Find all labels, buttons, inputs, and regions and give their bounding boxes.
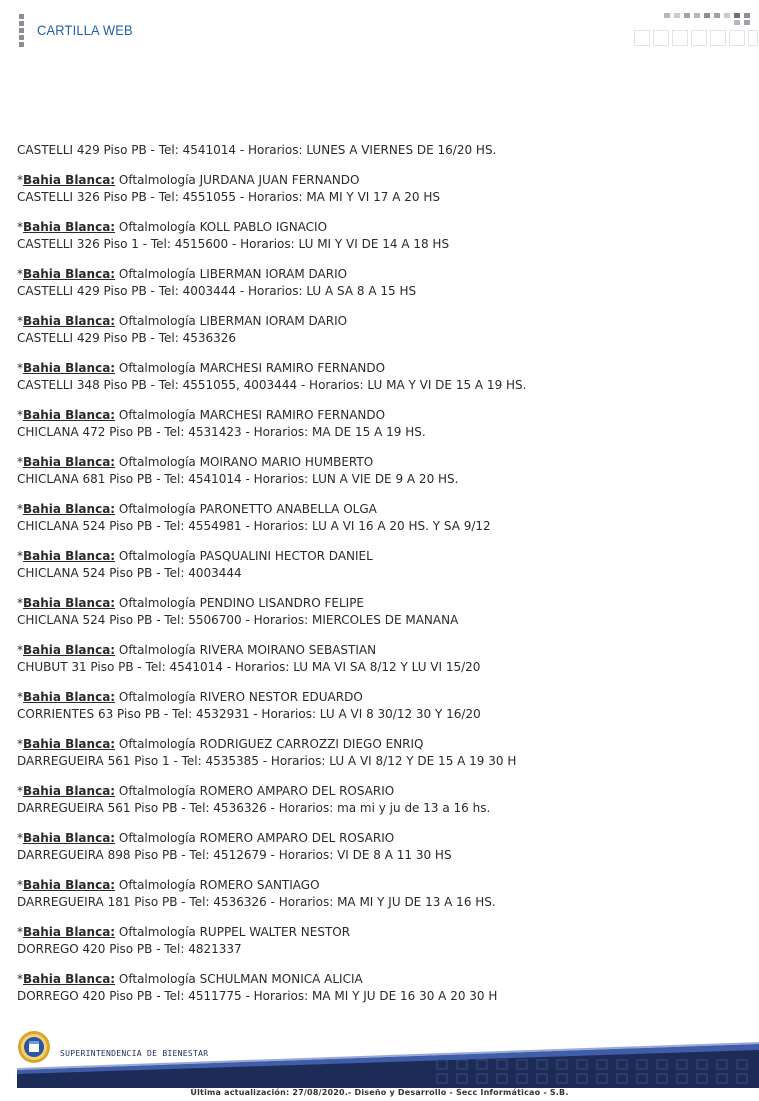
city-label: Bahia Blanca: bbox=[23, 220, 116, 234]
entry-prefix: * bbox=[17, 455, 23, 469]
entry-prefix: * bbox=[17, 220, 23, 234]
entry-prefix: * bbox=[17, 549, 23, 563]
entry-prefix: * bbox=[17, 690, 23, 704]
provider-name-line bbox=[17, 501, 737, 518]
entry-prefix: * bbox=[17, 643, 23, 657]
provider-name-line bbox=[17, 313, 737, 330]
header-squares-decoration bbox=[634, 10, 759, 50]
provider-entry bbox=[17, 783, 737, 817]
city-label: Bahia Blanca: bbox=[23, 784, 116, 798]
provider-entry bbox=[17, 219, 737, 253]
provider-entry bbox=[17, 454, 737, 488]
specialty-and-doctor: Oftalmología ROMERO SANTIAGO bbox=[115, 878, 320, 892]
entry-prefix: * bbox=[17, 737, 23, 751]
provider-entry bbox=[17, 172, 737, 206]
address-line: CASTELLI 326 Piso PB - Tel: 4551055 - Horarios: MA MI Y VI 17 A 20 HS bbox=[17, 190, 440, 204]
city-label: Bahia Blanca: bbox=[23, 925, 116, 939]
provider-entry bbox=[17, 830, 737, 864]
entry-prefix: * bbox=[17, 502, 23, 516]
city-label: Bahia Blanca: bbox=[23, 690, 116, 704]
address-line: DARREGUEIRA 561 Piso PB - Tel: 4536326 - Horarios: ma mi y ju de 13 a 16 hs. bbox=[17, 801, 491, 815]
specialty-and-doctor: Oftalmología RODRIGUEZ CARROZZI DIEGO ENRIQ bbox=[115, 737, 424, 751]
entry-prefix: * bbox=[17, 596, 23, 610]
city-label: Bahia Blanca: bbox=[23, 314, 116, 328]
entry-prefix: * bbox=[17, 925, 23, 939]
provider-entry bbox=[17, 360, 737, 394]
city-label: Bahia Blanca: bbox=[23, 643, 116, 657]
specialty-and-doctor: Oftalmología LIBERMAN IORAM DARIO bbox=[115, 314, 348, 328]
provider-entry bbox=[17, 407, 737, 441]
city-label: Bahia Blanca: bbox=[23, 878, 116, 892]
address-line: CORRIENTES 63 Piso PB - Tel: 4532931 - Horarios: LU A VI 8 30/12 30 Y 16/20 bbox=[17, 707, 481, 721]
address-line: CHUBUT 31 Piso PB - Tel: 4541014 - Horarios: LU MA VI SA 8/12 Y LU VI 15/20 bbox=[17, 660, 481, 674]
entry-prefix: * bbox=[17, 408, 23, 422]
address-line: CHICLANA 472 Piso PB - Tel: 4531423 - Horarios: MA DE 15 A 19 HS. bbox=[17, 425, 426, 439]
city-label: Bahia Blanca: bbox=[23, 831, 116, 845]
specialty-and-doctor: Oftalmología LIBERMAN IORAM DARIO bbox=[115, 267, 348, 281]
provider-name-line bbox=[17, 971, 737, 988]
specialty-and-doctor: Oftalmología RIVERO NESTOR EDUARDO bbox=[115, 690, 363, 704]
provider-entry bbox=[17, 736, 737, 770]
city-label: Bahia Blanca: bbox=[23, 408, 116, 422]
specialty-and-doctor: Oftalmología RIVERA MOIRANO SEBASTIAN bbox=[115, 643, 377, 657]
entry-prefix: * bbox=[17, 173, 23, 187]
org-name: SUPERINTENDENCIA DE BIENESTAR bbox=[60, 1049, 209, 1058]
provider-entry bbox=[17, 689, 737, 723]
entry-prefix: * bbox=[17, 972, 23, 986]
provider-entries bbox=[17, 172, 737, 1005]
city-label: Bahia Blanca: bbox=[23, 502, 116, 516]
entry-prefix: * bbox=[17, 784, 23, 798]
page-title: CARTILLA WEB bbox=[37, 22, 133, 38]
entry-prefix: * bbox=[17, 361, 23, 375]
specialty-and-doctor: Oftalmología MOIRANO MARIO HUMBERTO bbox=[115, 455, 374, 469]
entry-prefix: * bbox=[17, 314, 23, 328]
provider-name-line bbox=[17, 219, 737, 236]
address-line: CHICLANA 524 Piso PB - Tel: 4554981 - Horarios: LU A VI 16 A 20 HS. Y SA 9/12 bbox=[17, 519, 491, 533]
address-line: CHICLANA 681 Piso PB - Tel: 4541014 - Horarios: LUN A VIE DE 9 A 20 HS. bbox=[17, 472, 459, 486]
address-line: DORREGO 420 Piso PB - Tel: 4821337 bbox=[17, 942, 242, 956]
address-line: CASTELLI 429 Piso PB - Tel: 4003444 - Horarios: LU A SA 8 A 15 HS bbox=[17, 284, 417, 298]
last-updated-note: Última actualización: 27/08/2020.- Diseño y Desarrollo - Secc Informáticao - S.B. bbox=[190, 1088, 569, 1097]
specialty-and-doctor: Oftalmología PENDINO LISANDRO FELIPE bbox=[115, 596, 365, 610]
city-label: Bahia Blanca: bbox=[23, 596, 116, 610]
provider-entry bbox=[17, 642, 737, 676]
specialty-and-doctor: Oftalmología ROMERO AMPARO DEL ROSARIO bbox=[115, 831, 395, 845]
provider-name-line bbox=[17, 736, 737, 753]
provider-name-line bbox=[17, 454, 737, 471]
superintendencia-seal-logo bbox=[17, 1030, 51, 1064]
specialty-and-doctor: Oftalmología SCHULMAN MONICA ALICIA bbox=[115, 972, 363, 986]
provider-name-line bbox=[17, 172, 737, 189]
address-line: CHICLANA 524 Piso PB - Tel: 5506700 - Horarios: MIERCOLES DE MANANA bbox=[17, 613, 459, 627]
provider-entry bbox=[17, 595, 737, 629]
entry-prefix: * bbox=[17, 831, 23, 845]
specialty-and-doctor: Oftalmología PARONETTO ANABELLA OLGA bbox=[115, 502, 377, 516]
city-label: Bahia Blanca: bbox=[23, 173, 116, 187]
specialty-and-doctor: Oftalmología ROMERO AMPARO DEL ROSARIO bbox=[115, 784, 395, 798]
provider-name-line bbox=[17, 548, 737, 565]
entry-prefix: * bbox=[17, 267, 23, 281]
provider-name-line bbox=[17, 830, 737, 847]
city-label: Bahia Blanca: bbox=[23, 267, 116, 281]
provider-entry bbox=[17, 313, 737, 347]
provider-entry bbox=[17, 971, 737, 1005]
city-label: Bahia Blanca: bbox=[23, 361, 116, 375]
provider-entry bbox=[17, 877, 737, 911]
address-line: CASTELLI 348 Piso PB - Tel: 4551055, 4003444 - Horarios: LU MA Y VI DE 15 A 19 HS. bbox=[17, 378, 527, 392]
header-bars-icon bbox=[19, 14, 24, 49]
provider-listing bbox=[17, 142, 737, 1018]
footer-wave-banner bbox=[17, 1030, 759, 1088]
provider-name-line bbox=[17, 266, 737, 283]
specialty-and-doctor: Oftalmología MARCHESI RAMIRO FERNANDO bbox=[115, 408, 386, 422]
address-line: DARREGUEIRA 898 Piso PB - Tel: 4512679 - Horarios: VI DE 8 A 11 30 HS bbox=[17, 848, 452, 862]
address-line: DARREGUEIRA 561 Piso 1 - Tel: 4535385 - Horarios: LU A VI 8/12 Y DE 15 A 19 30 H bbox=[17, 754, 517, 768]
provider-name-line bbox=[17, 407, 737, 424]
specialty-and-doctor: Oftalmología RUPPEL WALTER NESTOR bbox=[115, 925, 351, 939]
provider-name-line bbox=[17, 595, 737, 612]
provider-entry bbox=[17, 548, 737, 582]
provider-entry bbox=[17, 266, 737, 300]
entry-prefix: * bbox=[17, 878, 23, 892]
continued-address-line: CASTELLI 429 Piso PB - Tel: 4541014 - Horarios: LUNES A VIERNES DE 16/20 HS. bbox=[17, 143, 497, 157]
provider-name-line bbox=[17, 877, 737, 894]
address-line: DARREGUEIRA 181 Piso PB - Tel: 4536326 - Horarios: MA MI Y JU DE 13 A 16 HS. bbox=[17, 895, 496, 909]
provider-name-line bbox=[17, 689, 737, 706]
city-label: Bahia Blanca: bbox=[23, 972, 116, 986]
city-label: Bahia Blanca: bbox=[23, 549, 116, 563]
specialty-and-doctor: Oftalmología KOLL PABLO IGNACIO bbox=[115, 220, 328, 234]
specialty-and-doctor: Oftalmología MARCHESI RAMIRO FERNANDO bbox=[115, 361, 386, 375]
address-line: DORREGO 420 Piso PB - Tel: 4511775 - Horarios: MA MI Y JU DE 16 30 A 20 30 H bbox=[17, 989, 498, 1003]
address-line: CASTELLI 429 Piso PB - Tel: 4536326 bbox=[17, 331, 237, 345]
provider-entry bbox=[17, 501, 737, 535]
city-label: Bahia Blanca: bbox=[23, 737, 116, 751]
city-label: Bahia Blanca: bbox=[23, 455, 116, 469]
provider-name-line bbox=[17, 642, 737, 659]
page-header bbox=[0, 0, 759, 60]
address-line: CASTELLI 326 Piso 1 - Tel: 4515600 - Horarios: LU MI Y VI DE 14 A 18 HS bbox=[17, 237, 450, 251]
specialty-and-doctor: Oftalmología PASQUALINI HECTOR DANIEL bbox=[115, 549, 373, 563]
provider-name-line bbox=[17, 924, 737, 941]
page-footer bbox=[17, 1030, 759, 1088]
address-line: CHICLANA 524 Piso PB - Tel: 4003444 bbox=[17, 566, 242, 580]
specialty-and-doctor: Oftalmología JURDANA JUAN FERNANDO bbox=[115, 173, 360, 187]
provider-name-line bbox=[17, 783, 737, 800]
provider-entry bbox=[17, 924, 737, 958]
provider-name-line bbox=[17, 360, 737, 377]
